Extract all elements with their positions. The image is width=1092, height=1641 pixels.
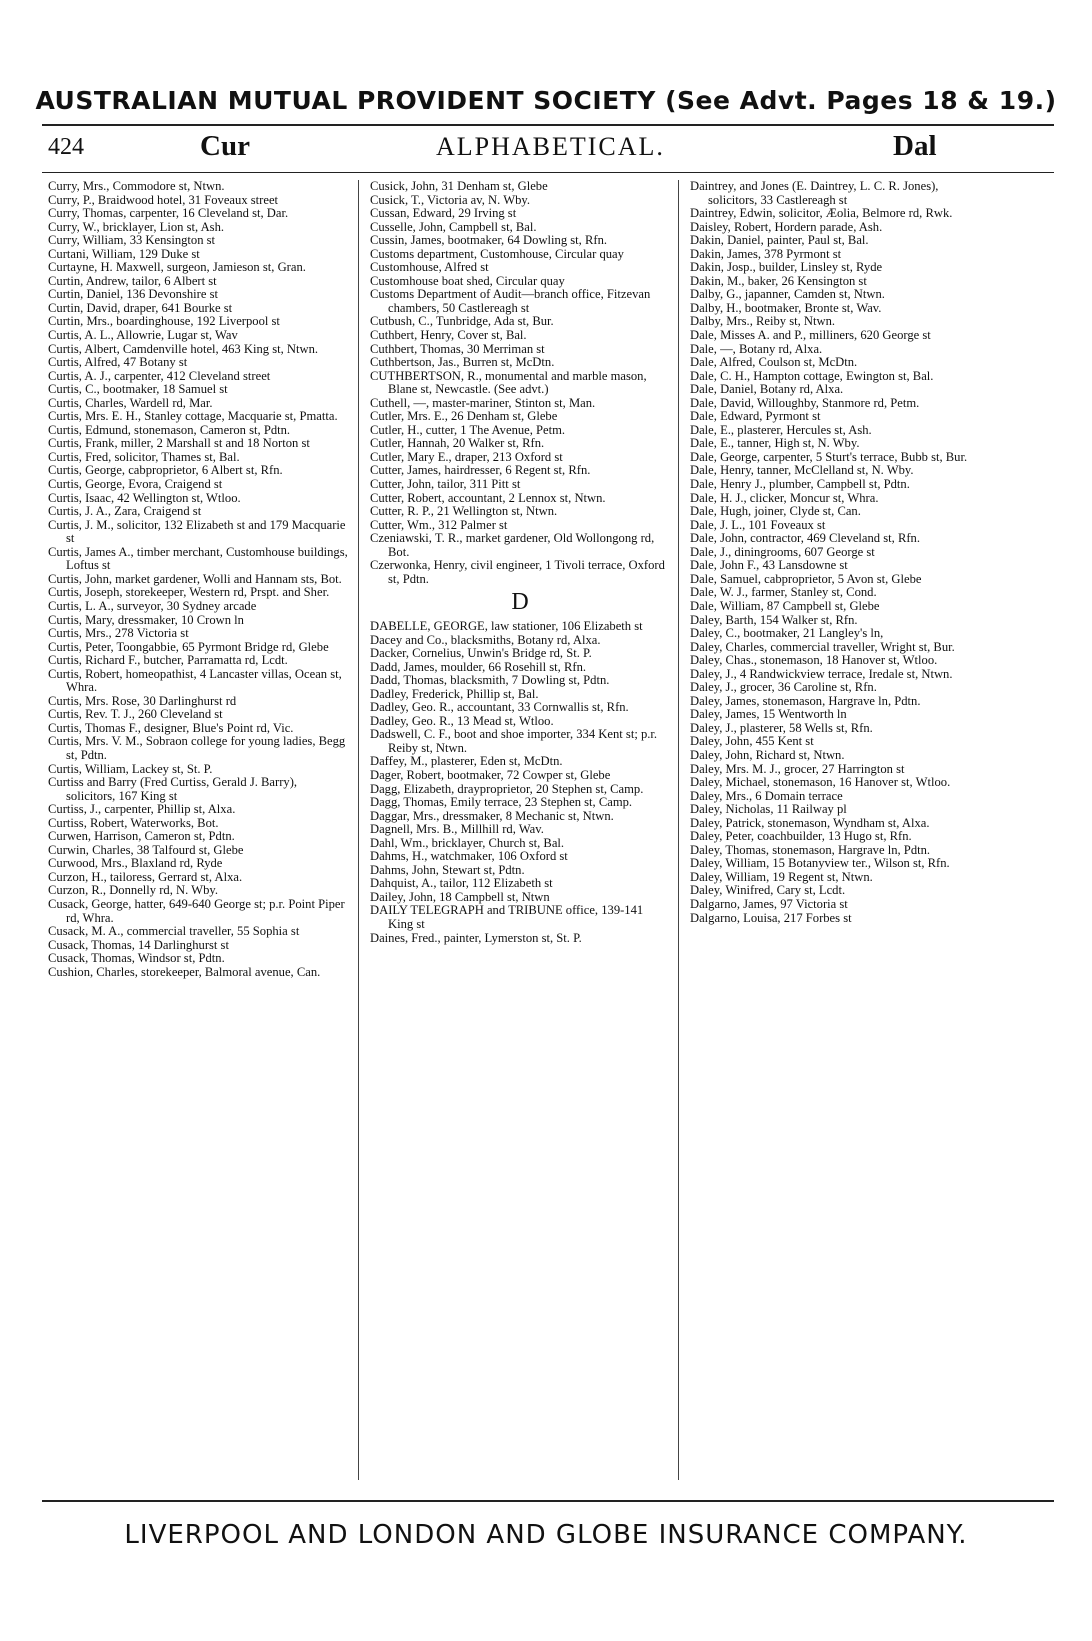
directory-entry: Curwin, Charles, 38 Talfourd st, Glebe — [48, 842, 244, 857]
directory-entry: Dale, W. J., farmer, Stanley st, Cond. — [690, 585, 877, 600]
directory-entry: Dale, William, 87 Campbell st, Glebe — [690, 598, 880, 613]
directory-entry: Daley, C., bootmaker, 21 Langley's ln, — [690, 626, 884, 641]
directory-entry: Cuthbertson, Jas., Burren st, McDtn. — [370, 355, 555, 370]
directory-entry: Daley, Barth, 154 Walker st, Rfn. — [690, 612, 858, 627]
directory-entry: Dakin, Daniel, painter, Paul st, Bal. — [690, 233, 869, 248]
directory-entry: Daley, Michael, stonemason, 16 Hanover st, Wtloo. — [690, 775, 951, 790]
directory-entry: Daley, John, 455 Kent st — [690, 734, 814, 749]
directory-entry: Curtis, Mrs. E. H., Stanley cottage, Macquarie st, Pmatta. — [48, 409, 338, 424]
directory-entry: Daley, William, 15 Botanyview ter., Wilson st, Rfn. — [690, 856, 950, 871]
directory-entry: Dadley, Geo. R., 13 Mead st, Wtloo. — [370, 713, 554, 728]
directory-entry: Daintrey, and Jones (E. Daintrey, L. C. R. Jones), solicitors, 33 Castlereagh st — [690, 179, 939, 207]
directory-entry: Dalgarno, Louisa, 217 Forbes st — [690, 910, 852, 925]
footer-advertisement: LIVERPOOL AND LONDON AND GLOBE INSURANCE COMPANY. — [124, 1520, 968, 1550]
directory-entry: Daley, J., 4 Randwickview terrace, Iredale st, Ntwn. — [690, 666, 953, 681]
directory-entry: Daley, J., plasterer, 58 Wells st, Rfn. — [690, 720, 873, 735]
directory-entry: Cushion, Charles, storekeeper, Balmoral avenue, Can. — [48, 964, 321, 979]
directory-entry: Dakin, Josp., builder, Linsley st, Ryde — [690, 260, 883, 275]
directory-entry: Dale, J. L., 101 Foveaux st — [690, 517, 826, 532]
directory-entry: Curtayne, H. Maxwell, surgeon, Jamieson st, Gran. — [48, 260, 306, 275]
directory-entry: Dale, Henry J., plumber, Campbell st, Pdtn. — [690, 477, 910, 492]
directory-entry: Customhouse boat shed, Circular quay — [370, 273, 565, 288]
directory-entry: Daley, Charles, commercial traveller, Wright st, Bur. — [690, 639, 955, 654]
directory-entry: Dale, —, Botany rd, Alxa. — [690, 341, 823, 356]
directory-entry: Dale, George, carpenter, 5 Sturt's terrace, Bubb st, Bur. — [690, 449, 968, 464]
directory-entry: Dale, Samuel, cabproprietor, 5 Avon st, Glebe — [690, 571, 922, 586]
directory-entry: Curtin, Andrew, tailor, 6 Albert st — [48, 273, 217, 288]
directory-entry: Cutter, Wm., 312 Palmer st — [370, 517, 508, 532]
directory-entry: Daley, Mrs., 6 Domain terrace — [690, 788, 843, 803]
directory-entry: Cusselle, John, Campbell st, Bal. — [370, 219, 537, 234]
directory-entry: Cusick, T., Victoria av, N. Wby. — [370, 192, 531, 207]
directory-entry: Daley, James, 15 Wentworth ln — [690, 707, 847, 722]
directory-entry: Curtis, L. A., surveyor, 30 Sydney arcade — [48, 598, 257, 613]
directory-entry: Dale, David, Willoughby, Stanmore rd, Petm. — [690, 395, 920, 410]
directory-entry: Cutbush, C., Tunbridge, Ada st, Bur. — [370, 314, 554, 329]
directory-entry: Dale, H. J., clicker, Moncur st, Whra. — [690, 490, 879, 505]
directory-entry: Dailey, John, 18 Campbell st, Ntwn — [370, 889, 550, 904]
header-rule — [42, 124, 1054, 126]
directory-entry: Curtis, Albert, Camdenville hotel, 463 King st, Ntwn. — [48, 341, 319, 356]
directory-entry: Curtin, David, draper, 641 Bourke st — [48, 300, 233, 315]
directory-entry: Daffey, M., plasterer, Eden st, McDtn. — [370, 754, 563, 769]
directory-entry: Daggar, Mrs., dressmaker, 8 Mechanic st, Ntwn. — [370, 808, 614, 823]
directory-entry: Dadd, James, moulder, 66 Rosehill st, Rfn. — [370, 659, 587, 674]
page-number: 424 — [48, 134, 84, 160]
directory-entry: DAILY TELEGRAPH and TRIBUNE office, 139-141 King st — [370, 903, 644, 931]
directory-entry: Dagnell, Mrs. B., Millhill rd, Wav. — [370, 822, 544, 837]
directory-entry: Dahquist, A., tailor, 112 Elizabeth st — [370, 876, 553, 891]
directory-entry: Daley, John, Richard st, Ntwn. — [690, 747, 845, 762]
footer-rule — [42, 1500, 1054, 1502]
directory-entry: Curtiss, Robert, Waterworks, Bot. — [48, 815, 219, 830]
directory-entry: Daley, James, stonemason, Hargrave ln, Pdtn. — [690, 693, 921, 708]
directory-entry: Daintrey, Edwin, solicitor, Æolia, Belmore rd, Rwk. — [690, 206, 953, 221]
guide-word-right: Dal — [893, 130, 937, 162]
directory-entry: Curtis, A. L., Allowrie, Lugar st, Wav — [48, 328, 238, 343]
directory-entry: Curtis, Alfred, 47 Botany st — [48, 355, 188, 370]
directory-entry: Dager, Robert, bootmaker, 72 Cowper st, Glebe — [370, 767, 611, 782]
directory-entry: Daley, Nicholas, 11 Railway pl — [690, 802, 847, 817]
directory-column-2 — [370, 180, 670, 945]
directory-entry: Cusick, John, 31 Denham st, Glebe — [370, 179, 548, 193]
directory-entry: Dale, John F., 43 Lansdowne st — [690, 558, 848, 573]
directory-entry: Dale, Misses A. and P., milliners, 620 George st — [690, 328, 931, 343]
directory-entry: Curry, Mrs., Commodore st, Ntwn. — [48, 179, 225, 193]
directory-entry: Curtis, Mrs., 278 Victoria st — [48, 626, 189, 641]
directory-entry: Cuthbert, Henry, Cover st, Bal. — [370, 328, 527, 343]
guide-word-left: Cur — [200, 130, 250, 162]
section-letter: D — [511, 589, 529, 616]
directory-entry: Dahms, John, Stewart st, Pdtn. — [370, 862, 525, 877]
directory-entry: Cutter, R. P., 21 Wellington st, Ntwn. — [370, 504, 558, 519]
page-header — [48, 130, 1048, 170]
directory-entry: Curwood, Mrs., Blaxland rd, Ryde — [48, 856, 223, 871]
directory-entry: Daley, Chas., stonemason, 18 Hanover st, Wtloo. — [690, 653, 938, 668]
directory-entry: Curtin, Daniel, 136 Devonshire st — [48, 287, 218, 302]
directory-entry: Curtis, Mary, dressmaker, 10 Crown ln — [48, 612, 244, 627]
directory-entry: Cusack, M. A., commercial traveller, 55 Sophia st — [48, 924, 300, 939]
directory-entry: Curry, William, 33 Kensington st — [48, 233, 216, 248]
directory-entry: Curtis, J. M., solicitor, 132 Elizabeth st and 179 Macquarie st — [48, 517, 346, 546]
directory-entry: Curtis, Thomas F., designer, Blue's Point rd, Vic. — [48, 720, 294, 735]
directory-entry: Curtin, Mrs., boardinghouse, 192 Liverpool st — [48, 314, 280, 329]
header-advertisement: AUSTRALIAN MUTUAL PROVIDENT SOCIETY (See Advt. Pages 18 & 19.) — [35, 86, 1057, 115]
directory-entry: Cussin, James, bootmaker, 64 Dowling st, Rfn. — [370, 233, 608, 248]
directory-entry: Curry, Thomas, carpenter, 16 Cleveland st, Dar. — [48, 206, 289, 221]
directory-entry: Curtis, A. J., carpenter, 412 Cleveland street — [48, 368, 271, 383]
directory-entry: Curtis, James A., timber merchant, Customhouse buildings, Loftus st — [48, 544, 348, 573]
directory-entry: Curtis, Isaac, 42 Wellington st, Wtloo. — [48, 490, 241, 505]
directory-entry: Dacker, Cornelius, Unwin's Bridge rd, St. P. — [370, 646, 592, 661]
directory-entry: Cutler, Hannah, 20 Walker st, Rfn. — [370, 436, 545, 451]
directory-entry: Czerwonka, Henry, civil engineer, 1 Tivoli terrace, Oxford st, Pdtn. — [370, 558, 665, 586]
directory-entry: Curtis, William, Lackey st, St. P. — [48, 761, 213, 776]
directory-entry: Curtis, Robert, homeopathist, 4 Lancaster villas, Ocean st, Whra. — [48, 666, 342, 695]
directory-entry: Dale, E., tanner, High st, N. Wby. — [690, 436, 860, 451]
directory-entry: Daley, Thomas, stonemason, Hargrave ln, Pdtn. — [690, 842, 931, 857]
directory-entry: Dadswell, C. F., boot and shoe importer, 334 Kent st; p.r. Reiby st, Ntwn. — [370, 727, 658, 755]
directory-entry: Dale, Edward, Pyrmont st — [690, 409, 821, 424]
directory-entry: Customhouse, Alfred st — [370, 260, 489, 275]
directory-entry: Curtis, J. A., Zara, Craigend st — [48, 504, 202, 519]
directory-entry: Customs department, Customhouse, Circular quay — [370, 246, 624, 261]
directory-entry: Curtis, Rev. T. J., 260 Cleveland st — [48, 707, 223, 722]
directory-entry: Cussan, Edward, 29 Irving st — [370, 206, 517, 221]
directory-entry: Cutter, John, tailor, 311 Pitt st — [370, 477, 521, 492]
directory-entry: Dalby, G., japanner, Camden st, Ntwn. — [690, 287, 885, 302]
directory-entry: Dadley, Geo. R., accountant, 33 Cornwallis st, Rfn. — [370, 700, 629, 715]
directory-entry: Dale, Daniel, Botany rd, Alxa. — [690, 382, 844, 397]
directory-entry: Cutler, Mary E., draper, 213 Oxford st — [370, 449, 563, 464]
directory-entry: Curzon, R., Donnelly rd, N. Wby. — [48, 883, 218, 898]
directory-entry: Dalby, Mrs., Reiby st, Ntwn. — [690, 314, 836, 329]
directory-entry: Curry, W., bricklayer, Lion st, Ash. — [48, 219, 225, 234]
directory-entry: Curry, P., Braidwood hotel, 31 Foveaux street — [48, 192, 279, 207]
directory-entry: Curtis, Charles, Wardell rd, Mar. — [48, 395, 213, 410]
directory-entry: Dadd, Thomas, blacksmith, 7 Dowling st, Pdtn. — [370, 673, 610, 688]
directory-entry: Daley, J., grocer, 36 Caroline st, Rfn. — [690, 680, 877, 695]
directory-entry: Cuthell, —, master-mariner, Stinton st, Man. — [370, 395, 596, 410]
directory-entry: Daines, Fred., painter, Lymerston st, St. P. — [370, 930, 582, 945]
directory-entry: Daley, Winifred, Cary st, Lcdt. — [690, 883, 846, 898]
directory-entry: Curtis, Richard F., butcher, Parramatta rd, Lcdt. — [48, 653, 288, 668]
directory-entry: Daley, Peter, coachbuilder, 13 Hugo st, Rfn. — [690, 829, 912, 844]
directory-entry: Dahl, Wm., bricklayer, Church st, Bal. — [370, 835, 565, 850]
directory-entry: Dagg, Elizabeth, drayproprietor, 20 Stephen st, Camp. — [370, 781, 644, 796]
directory-entry: CUTHBERTSON, R., monumental and marble mason, Blane st, Newcastle. (See advt.) — [370, 368, 647, 397]
directory-entry: Curtani, William, 129 Duke st — [48, 246, 200, 261]
directory-entry: Cusack, Thomas, 14 Darlinghurst st — [48, 937, 229, 952]
directory-entry: Daisley, Robert, Hordern parade, Ash. — [690, 219, 883, 234]
directory-column-1 — [48, 180, 348, 979]
directory-entry: Cuthbert, Thomas, 30 Merriman st — [370, 341, 545, 356]
directory-entry: Cutler, H., cutter, 1 The Avenue, Petm. — [370, 422, 566, 437]
directory-entry: Dale, Alfred, Coulson st, McDtn. — [690, 355, 858, 370]
directory-entry: Czeniawski, T. R., market gardener, Old Wollongong rd, Bot. — [370, 531, 655, 559]
directory-entry: Curtis, George, Evora, Craigend st — [48, 477, 223, 492]
directory-entry: Curtis, Mrs. Rose, 30 Darlinghurst rd — [48, 693, 237, 708]
directory-entry: Dale, C. H., Hampton cottage, Ewington st, Bal. — [690, 368, 934, 383]
directory-entry: Dakin, James, 378 Pyrmont st — [690, 246, 842, 261]
directory-entry: Dale, John, contractor, 469 Cleveland st, Rfn. — [690, 531, 920, 546]
directory-entry: Dacey and Co., blacksmiths, Botany rd, Alxa. — [370, 632, 601, 647]
directory-entry: Curtis, C., bootmaker, 18 Samuel st — [48, 382, 228, 397]
page-title: ALPHABETICAL. — [436, 132, 665, 161]
directory-entry: Dalby, H., bootmaker, Bronte st, Wav. — [690, 300, 882, 315]
directory-entry: Curtis, Mrs. V. M., Sobraon college for young ladies, Begg st, Pdtn. — [48, 734, 346, 762]
directory-entry: Curtis, John, market gardener, Wolli and Hannam sts, Bot. — [48, 571, 342, 586]
directory-entry: Dale, E., plasterer, Hercules st, Ash. — [690, 422, 872, 437]
directory-entry: Curtis, Fred, solicitor, Thames st, Bal. — [48, 449, 240, 464]
directory-entry: Curtiss, J., carpenter, Phillip st, Alxa. — [48, 802, 236, 817]
directory-entry: Cutter, Robert, accountant, 2 Lennox st, Ntwn. — [370, 490, 606, 505]
directory-entry: Dadley, Frederick, Phillip st, Bal. — [370, 686, 539, 701]
directory-entry: Dale, J., diningrooms, 607 George st — [690, 544, 875, 559]
directory-column-3 — [690, 180, 990, 925]
directory-entry: Dagg, Thomas, Emily terrace, 23 Stephen st, Camp. — [370, 795, 633, 810]
directory-entry: Cusack, Thomas, Windsor st, Pdtn. — [48, 951, 225, 966]
directory-entry: Curwen, Harrison, Cameron st, Pdtn. — [48, 829, 235, 844]
directory-entry: Daley, Mrs. M. J., grocer, 27 Harrington st — [690, 761, 905, 776]
directory-entry: Dahms, H., watchmaker, 106 Oxford st — [370, 849, 568, 864]
directory-entry: Dakin, M., baker, 26 Kensington st — [690, 273, 867, 288]
directory-entry: Curtis, Frank, miller, 2 Marshall st and 18 Norton st — [48, 436, 310, 451]
directory-entry: Curtis, Joseph, storekeeper, Western rd, Prspt. and Sher. — [48, 585, 330, 600]
directory-entry: Cusack, George, hatter, 649-640 George st; p.r. Point Piper rd, Whra. — [48, 896, 345, 925]
directory-entry: Cutler, Mrs. E., 26 Denham st, Glebe — [370, 409, 558, 424]
directory-entry: Dalgarno, James, 97 Victoria st — [690, 896, 848, 911]
directory-entry: Curzon, H., tailoress, Gerrard st, Alxa. — [48, 869, 243, 884]
directory-entry: Curtis, Peter, Toongabbie, 65 Pyrmont Bridge rd, Glebe — [48, 639, 329, 654]
directory-entry: Dale, Hugh, joiner, Clyde st, Can. — [690, 504, 861, 519]
column-divider — [358, 180, 359, 1480]
directory-entry: Curtis, George, cabproprietor, 6 Albert st, Rfn. — [48, 463, 283, 478]
title-rule — [42, 172, 1054, 173]
directory-entry: Curtis, Edmund, stonemason, Cameron st, Pdtn. — [48, 422, 291, 437]
directory-entry: Dale, Henry, tanner, McClelland st, N. Wby. — [690, 463, 914, 478]
directory-entry: Cutter, James, hairdresser, 6 Regent st, Rfn. — [370, 463, 591, 478]
column-divider — [678, 180, 679, 1480]
directory-entry: Daley, William, 19 Regent st, Ntwn. — [690, 869, 873, 884]
directory-entry: Customs Department of Audit—branch office, Fitzevan chambers, 50 Castlereagh st — [370, 287, 651, 315]
directory-entry: Daley, Patrick, stonemason, Wyndham st, Alxa. — [690, 815, 930, 830]
directory-entry: DABELLE, GEORGE, law stationer, 106 Elizabeth st — [370, 618, 643, 633]
directory-entry: Curtiss and Barry (Fred Curtiss, Gerald J. Barry), solicitors, 167 King st — [48, 775, 298, 803]
